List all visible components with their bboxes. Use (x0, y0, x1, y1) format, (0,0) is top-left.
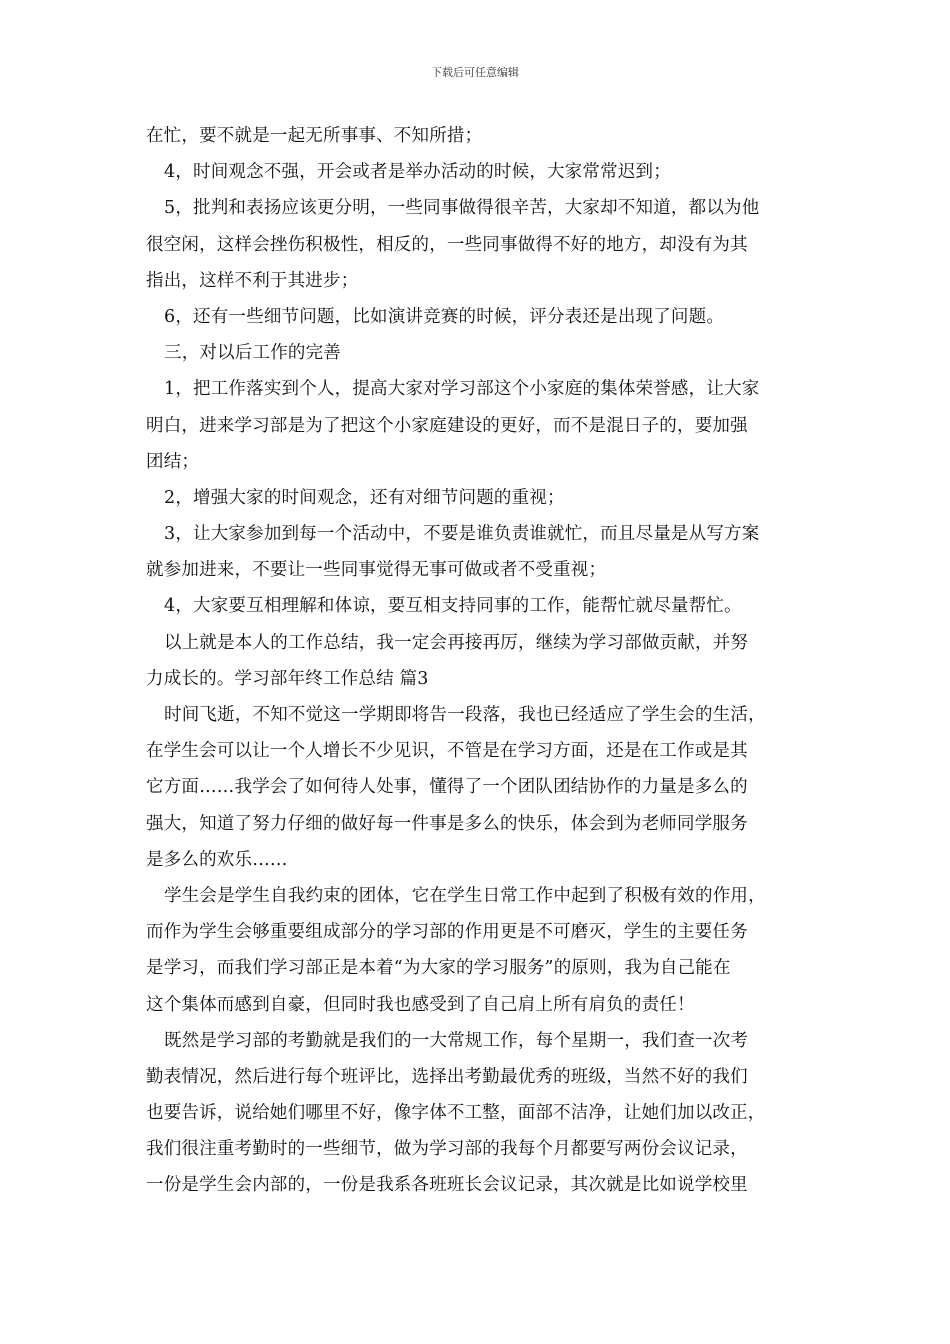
text-line: 1，把工作落实到个人，提高大家对学习部这个小家庭的集体荣誉感，让大家 (164, 379, 760, 400)
text-line: 指出，这样不利于其进步； (146, 270, 359, 291)
text-line: 以上就是本人的工作总结，我一定会再接再厉，继续为学习部做贡献，并努 (164, 632, 749, 653)
text-line: 我们很注重考勤时的一些细节，做为学习部的我每个月都要写两份会议记录， (146, 1139, 748, 1160)
text-line: 3，让大家参加到每一个活动中，不要是谁负责谁就忙，而且尽量是从写方案 (164, 524, 760, 545)
text-line: 5，批判和表扬应该更分明，一些同事做得很辛苦，大家却不知道，都以为他 (164, 198, 760, 219)
text-line: 很空闲，这样会挫伤积极性，相反的，一些同事做得不好的地方，却没有为其 (146, 234, 748, 255)
text-line: 勤表情况，然后进行每个班评比，选择出考勤最优秀的班级，当然不好的我们 (146, 1066, 748, 1087)
text-line: 在忙，要不就是一起无所事事、不知所措； (146, 126, 483, 146)
text-line: 时间飞逝，不知不觉这一学期即将告一段落，我也已经适应了学生会的生活， (164, 705, 766, 725)
text-line: 2，增强大家的时间观念，还有对细节问题的重视； (164, 487, 565, 508)
text-line: 既然是学习部的考勤就是我们的一大常规工作，每个星期一，我们查一次考 (164, 1030, 749, 1051)
text-line: 是多么的欢乐…… (146, 849, 288, 870)
text-line: 4，大家要互相理解和体谅，要互相支持同事的工作，能帮忙就尽量帮忙。 (164, 596, 742, 617)
text-line: 4，时间观念不强，开会或者是举办活动的时候，大家常常迟到； (164, 162, 671, 183)
text-line: 强大，知道了努力仔细的做好每一件事是多么的快乐，体会到为老师同学服务 (146, 813, 748, 834)
text-line: 明白，进来学习部是为了把这个小家庭建设的更好，而不是混日子的，要加强 (146, 415, 748, 436)
page-header-note: 下载后可任意编辑 (431, 66, 519, 79)
text-line: 一份是学生会内部的，一份是我系各班班长会议记录，其次就是比如说学校里 (146, 1175, 748, 1196)
text-line: 就参加进来，不要让一些同事觉得无事可做或者不受重视； (146, 560, 607, 581)
text-line: 这个集体而感到自豪，但同时我也感受到了自己肩上所有肩负的责任！ (146, 994, 695, 1015)
text-line: 而作为学生会够重要组成部分的学习部的作用更是不可磨灭，学生的主要任务 (146, 922, 748, 943)
text-line: 学生会是学生自我约束的团体，它在学生日常工作中起到了积极有效的作用， (164, 885, 766, 906)
text-line: 团结； (146, 451, 200, 472)
text-line: 在学生会可以让一个人增长不少见识，不管是在学习方面，还是在工作或是其 (146, 741, 748, 762)
text-line: 6，还有一些细节问题，比如演讲竞赛的时候，评分表还是出现了问题。 (164, 306, 725, 327)
text-line: 它方面……我学会了如何待人处事，懂得了一个团队团结协作的力量是多么的 (146, 777, 748, 798)
text-line: 三，对以后工作的完善 (164, 343, 341, 364)
text-line: 是学习，而我们学习部正是本着“为大家的学习服务”的原则，我为自己能在 (146, 958, 731, 979)
document-body (146, 118, 816, 1204)
text-line: 也要告诉，说给她们哪里不好，像字体不工整，面部不洁净，让她们加以改正， (146, 1103, 766, 1124)
text-line: 力成长的。学习部年终工作总结 篇3 (146, 668, 429, 689)
